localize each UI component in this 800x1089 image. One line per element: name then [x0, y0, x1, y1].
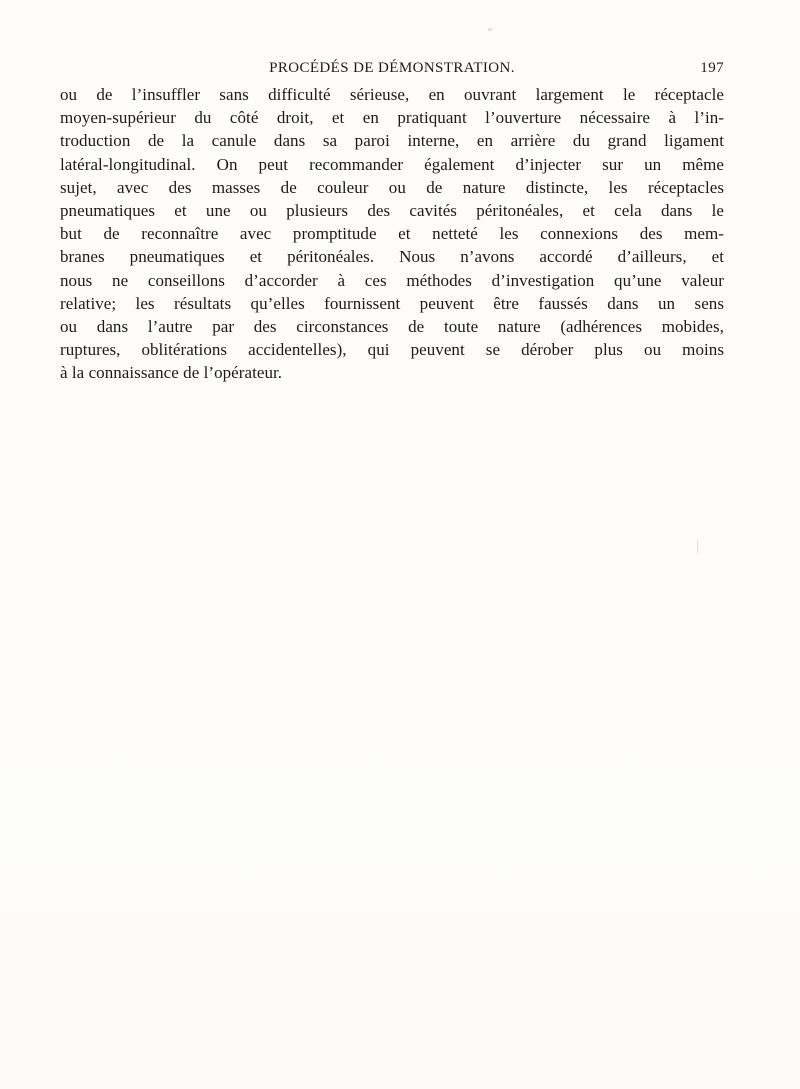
- text-line: sujet, avec des masses de couleur ou de nature distincte, les réceptacles: [60, 177, 724, 197]
- paper-speck: [488, 28, 492, 31]
- text-line: ruptures, oblitérations accidentelles), qui peuvent se dérober plus ou moins: [60, 340, 724, 360]
- text-line: nous ne conseillons d’accorder à ces méthodes d’investigation qu’une valeur: [60, 270, 724, 290]
- text-line: moyen-supérieur du côté droit, et en pratiquant l’ouverture nécessaire à l’in-: [60, 108, 724, 128]
- text-line: relative; les résultats qu’elles fournissent peuvent être faussés dans un sens: [60, 293, 724, 313]
- running-head: [60, 60, 724, 82]
- running-title: PROCÉDÉS DE DÉMONSTRATION.: [269, 60, 515, 76]
- text-line: troduction de la canule dans sa paroi interne, en arrière du grand ligament: [60, 131, 724, 151]
- page-number: 197: [700, 60, 724, 76]
- text-line: but de reconnaître avec promptitude et netteté les connexions des mem-: [60, 224, 724, 244]
- body-paragraph: [60, 83, 724, 384]
- text-line: à la connaissance de l’opérateur.: [60, 363, 283, 383]
- text-line: branes pneumatiques et péritonéales. Nous n’avons accordé d’ailleurs, et: [60, 247, 724, 267]
- paper-speck: [697, 540, 698, 554]
- text-line: ou dans l’autre par des circonstances de toute nature (adhérences mobides,: [60, 316, 724, 336]
- text-line: ou de l’insuffler sans difficulté sérieuse, en ouvrant largement le réceptacle: [60, 85, 724, 104]
- text-line: latéral-longitudinal. On peut recommander également d’injecter sur un même: [60, 154, 724, 174]
- text-line: pneumatiques et une ou plusieurs des cavités péritonéales, et cela dans le: [60, 200, 724, 220]
